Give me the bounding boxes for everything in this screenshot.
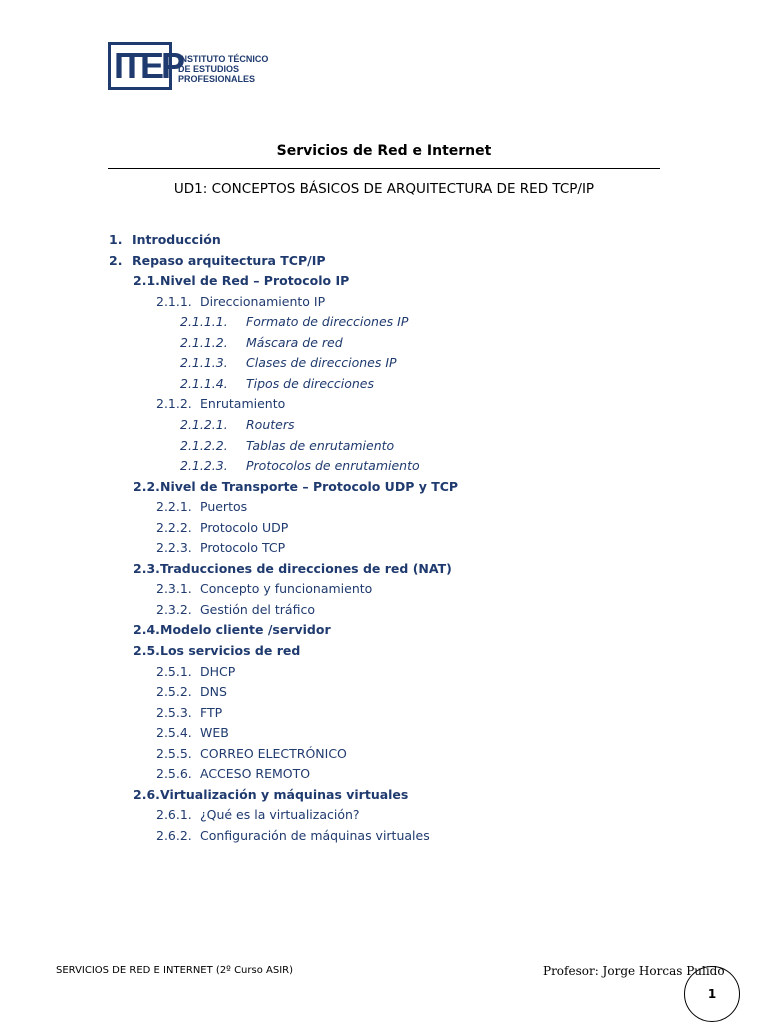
toc-item-number: 2.1.2.3.: [180, 458, 228, 474]
toc-item-number: 2.2.2.: [156, 519, 192, 535]
toc-item-label: Configuración de máquinas virtuales: [200, 827, 430, 843]
toc-item-label: ¿Qué es la virtualización?: [200, 807, 360, 823]
logo-line: DE ESTUDIOS: [178, 64, 240, 74]
logo-mark: [108, 42, 183, 90]
toc-item-label: Concepto y funcionamiento: [200, 581, 373, 597]
logo-mark-text: ITEP: [114, 45, 183, 86]
toc-item-number: 2.1.2.2.: [180, 437, 228, 453]
toc-item-label: Modelo cliente /servidor: [160, 622, 331, 638]
toc-item-label: FTP: [200, 704, 223, 720]
toc-item-label: DNS: [200, 684, 227, 700]
toc-item-label: WEB: [200, 725, 229, 741]
unit-subtitle: UD1: CONCEPTOS BÁSICOS DE ARQUITECTURA DE RED TCP/IP: [173, 181, 595, 197]
toc-item-number: 2.2.3.: [156, 540, 192, 556]
toc-item-label: Protocolos de enrutamiento: [246, 458, 420, 474]
toc-item-number: 2.6.2.: [156, 827, 192, 843]
toc-item-number: 2.5.3.: [156, 704, 192, 720]
toc-item-number: 2.1.2.: [156, 396, 192, 412]
toc-item-number: 2.5.2.: [156, 684, 192, 700]
toc-item-label: Formato de direcciones IP: [246, 314, 409, 330]
toc-item-number: 1.: [109, 232, 123, 247]
logo-text: [178, 54, 268, 84]
toc-item-label: Clases de direcciones IP: [246, 355, 397, 371]
toc-item-number: 2.5.5.: [156, 745, 192, 761]
footer-course: SERVICIOS DE RED E INTERNET (2º Curso ASIR): [56, 965, 293, 976]
toc-item-number: 2.1.1.4.: [180, 375, 228, 391]
toc-item-label: DHCP: [200, 663, 236, 679]
page-number: 1: [684, 966, 740, 1022]
toc-item-label: Virtualización y máquinas virtuales: [160, 786, 409, 802]
logo-line: PROFESIONALES: [178, 74, 256, 84]
title-divider: [108, 168, 660, 169]
toc-item-label: Traducciones de direcciones de red (NAT): [160, 560, 452, 576]
toc-item-label: Routers: [246, 416, 295, 432]
toc-item-number: 2.5.6.: [156, 766, 192, 782]
toc-item-label: Direccionamiento IP: [200, 293, 326, 309]
toc-item-number: 2.1.1.: [156, 293, 192, 309]
logo-line: INSTITUTO TÉCNICO: [178, 54, 269, 64]
toc-item-label: CORREO ELECTRÓNICO: [200, 745, 347, 761]
toc-item-label: Los servicios de red: [160, 643, 301, 658]
toc-item-number: 2.: [109, 252, 123, 268]
toc-item-label: Repaso arquitectura TCP/IP: [132, 252, 326, 268]
toc-item-number: 2.1.1.1.: [180, 314, 228, 330]
toc-item-number: 2.1.: [133, 273, 160, 289]
toc-item-label: Máscara de red: [246, 334, 343, 350]
toc-item-number: 2.1.1.3.: [180, 355, 228, 371]
toc-item-number: 2.3.1.: [156, 581, 192, 597]
toc-item-label: Enrutamiento: [200, 396, 286, 412]
toc-item-label: Nivel de Red – Protocolo IP: [160, 273, 350, 289]
toc-item-label: Introducción: [132, 232, 221, 247]
toc-item-label: ACCESO REMOTO: [200, 766, 311, 782]
toc-item-label: Nivel de Transporte – Protocolo UDP y TCP: [160, 478, 459, 494]
toc-item-number: 2.6.: [133, 786, 160, 802]
toc-item-number: 2.1.2.1.: [180, 416, 228, 432]
toc-item-label: Puertos: [200, 499, 248, 515]
toc-item-label: Tablas de enrutamiento: [246, 437, 395, 453]
footer-teacher: Profesor: Jorge Horcas Pulido: [543, 964, 725, 978]
toc-item-label: Gestión del tráfico: [200, 601, 315, 617]
document-title: Servicios de Red e Internet: [276, 143, 492, 159]
institute-logo: [108, 42, 268, 92]
toc-item-number: 2.3.2.: [156, 601, 192, 617]
toc-item-number: 2.6.1.: [156, 807, 192, 823]
toc-item-label: Protocolo UDP: [200, 519, 289, 535]
toc-item-label: Protocolo TCP: [200, 540, 286, 556]
toc-item-number: 2.2.: [133, 478, 160, 494]
toc-item-number: 2.5.1.: [156, 663, 192, 679]
toc-item-label: Tipos de direcciones: [246, 375, 375, 391]
toc-item-number: 2.2.1.: [156, 499, 192, 515]
toc-item-number: 2.3.: [133, 560, 160, 576]
toc-item-number: 2.5.4.: [156, 725, 192, 741]
toc-item-number: 2.1.1.2.: [180, 334, 228, 350]
toc-item-number: 2.5.: [133, 643, 160, 658]
toc-item-number: 2.4.: [133, 622, 160, 638]
